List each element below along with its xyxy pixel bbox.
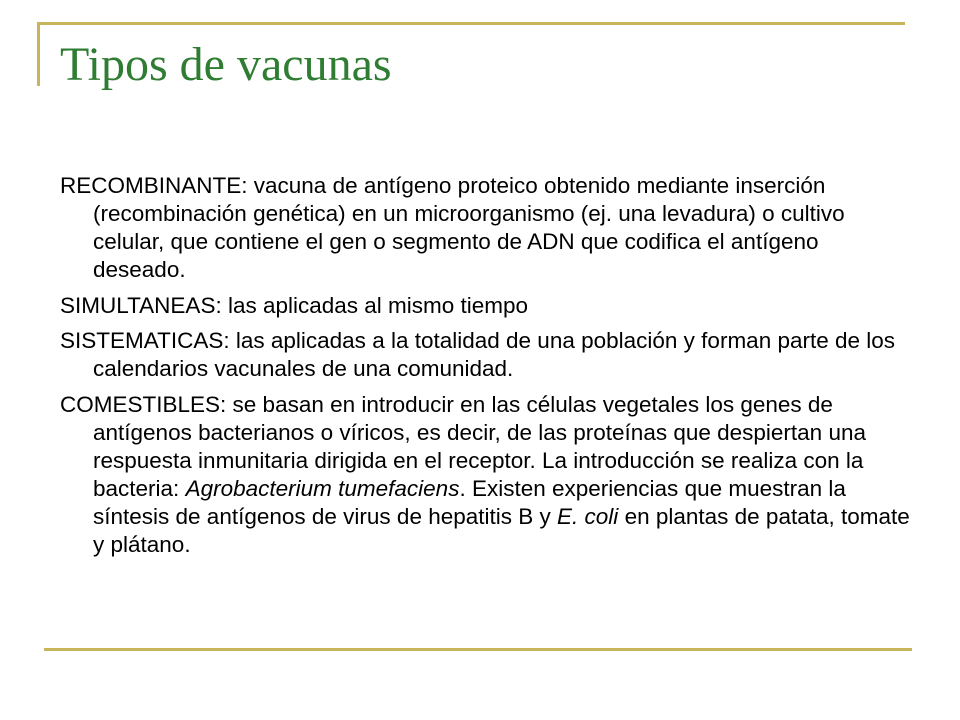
slide-body <box>60 172 910 566</box>
comestibles-text-part-3: en plantas de patata, tomate y plátano. <box>93 503 910 557</box>
species-name-ecoli: E. coli <box>557 503 619 529</box>
bottom-divider-line <box>44 648 912 651</box>
comestibles-text-part-1: COMESTIBLES: se basan en introducir en las células vegetales los genes de antígenos bacterianos o víricos, es decir, de las proteínas que despiertan una respuesta inmunitaria dirigida en el receptor. La introducción se realiza con la bacteria: <box>60 391 866 501</box>
title-accent-vertical-line <box>37 22 40 86</box>
comestibles-text-part-2: . Existen experiencias que muestran la síntesis de antígenos de virus de hepatitis B y <box>93 475 846 529</box>
paragraph-recombinante: RECOMBINANTE: vacuna de antígeno proteico obtenido mediante inserción (recombinación genética) en un microorganismo (ej. una levadura) o cultivo celular, que contiene el gen o segmento de ADN que codifica el antígeno deseado. <box>60 173 845 282</box>
slide-title: Tipos de vacunas <box>60 38 392 91</box>
top-divider-line <box>37 22 905 25</box>
species-name-agrobacterium: Agrobacterium tumefaciens <box>185 475 460 501</box>
paragraph-sistematicas: SISTEMATICAS: las aplicadas a la totalidad de una población y forman parte de los calendarios vacunales de una comunidad. <box>60 328 896 381</box>
paragraph-simultaneas: SIMULTANEAS: las aplicadas al mismo tiempo <box>60 292 529 318</box>
paragraph-comestibles <box>60 391 910 559</box>
